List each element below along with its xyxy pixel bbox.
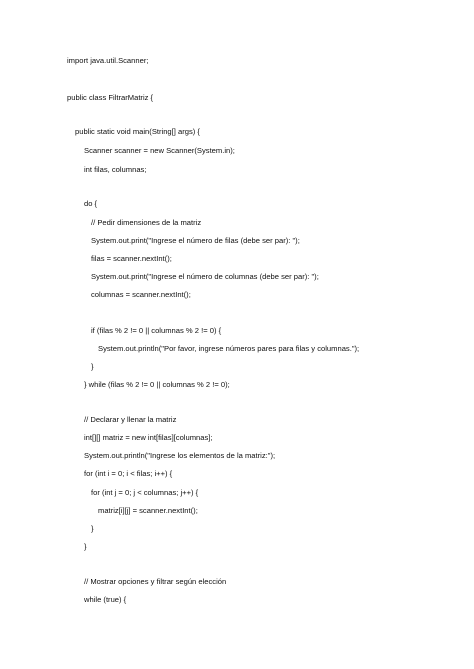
code-line: // Mostrar opciones y filtrar según elección [84,577,227,586]
code-line: } [91,524,94,533]
code-line: public class FiltrarMatriz { [67,93,154,102]
code-line: } [91,362,94,371]
code-line: // Pedir dimensiones de la matriz [91,218,202,227]
code-line: } [84,542,87,551]
code-line: import java.util.Scanner; [67,56,149,65]
code-line: matriz[i][j] = scanner.nextInt(); [98,506,198,515]
code-line: columnas = scanner.nextInt(); [91,290,191,299]
code-line: int filas, columnas; [84,165,147,174]
code-line: int[][] matriz = new int[filas][columnas]; [84,433,213,442]
code-line: if (filas % 2 != 0 || columnas % 2 != 0) { [91,326,222,335]
code-line: filas = scanner.nextInt(); [91,254,172,263]
code-line: } while (filas % 2 != 0 || columnas % 2 != 0); [84,380,230,389]
code-line: while (true) { [84,595,127,604]
code-line: System.out.print("Ingrese el número de filas (debe ser par): "); [91,236,300,245]
code-line: System.out.print("Ingrese el número de columnas (debe ser par): "); [91,272,319,281]
code-line: do { [84,199,98,208]
code-line: System.out.println("Ingrese los elementos de la matriz:"); [84,451,276,460]
code-line: for (int i = 0; i < filas; i++) { [84,469,173,478]
code-line: System.out.println("Por favor, ingrese números pares para filas y columnas."); [98,344,360,353]
code-line: for (int j = 0; j < columnas; j++) { [91,488,199,497]
code-line: Scanner scanner = new Scanner(System.in); [84,146,235,155]
code-line: // Declarar y llenar la matriz [84,415,177,424]
code-line: public static void main(String[] args) { [75,127,200,136]
